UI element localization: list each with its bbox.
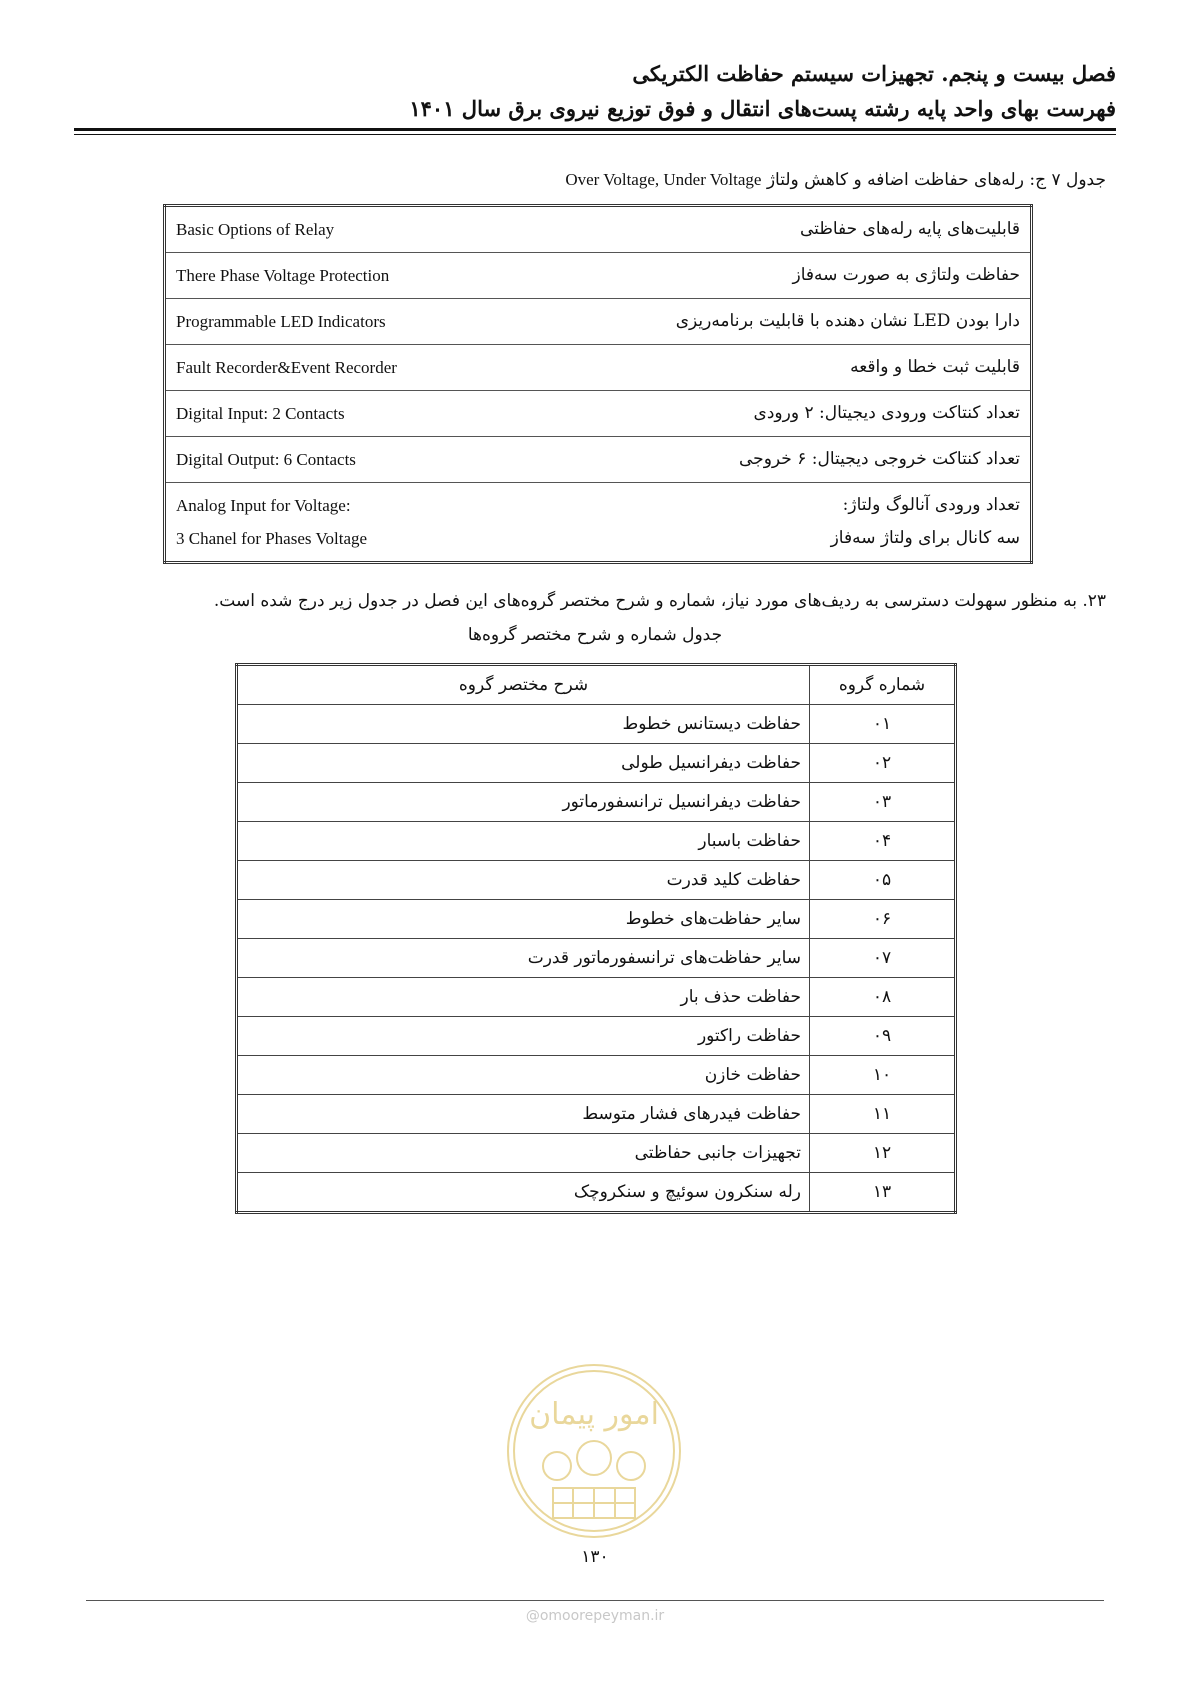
groups-table-row bbox=[237, 1056, 956, 1095]
groups-table-row bbox=[237, 1173, 956, 1213]
groups-table-row bbox=[237, 783, 956, 822]
groups-table-row bbox=[237, 939, 956, 978]
group-description: حفاظت دیفرانسیل ترانسفورماتور bbox=[237, 783, 810, 822]
relay-option-en-text: Programmable LED Indicators bbox=[176, 312, 386, 331]
group-description: رله سنکرون سوئیچ و سنکروچک bbox=[237, 1173, 810, 1213]
header-group-number: شماره گروه bbox=[810, 665, 956, 705]
relay-table-row bbox=[165, 345, 1032, 391]
groups-table-row bbox=[237, 1017, 956, 1056]
groups-table-row bbox=[237, 978, 956, 1017]
relay-option-fa bbox=[646, 391, 1032, 437]
watermark-gear-left bbox=[543, 1452, 571, 1480]
relay-option-fa bbox=[646, 299, 1032, 345]
relay-table-row bbox=[165, 299, 1032, 345]
group-description: حفاظت حذف بار bbox=[237, 978, 810, 1017]
relay-option-en-text-2: 3 Chanel for Phases Voltage bbox=[176, 529, 368, 548]
group-description: سایر حفاظت‌های خطوط bbox=[237, 900, 810, 939]
group-description: حفاظت دیفرانسیل طولی bbox=[237, 744, 810, 783]
relay-option-en bbox=[165, 206, 647, 253]
relay-options-table bbox=[163, 204, 1033, 564]
relay-option-fa-text: قابلیت ثبت خطا و واقعه bbox=[850, 357, 1020, 377]
relay-option-en-text: Analog Input for Voltage: bbox=[176, 496, 351, 515]
relay-option-en-text: Fault Recorder&Event Recorder bbox=[176, 358, 397, 377]
document-title: فهرست بهای واحد پایه رشته پست‌های انتقال و فوق توزیع نیروی برق سال ۱۴۰۱ bbox=[409, 96, 1116, 121]
relay-table-row bbox=[165, 437, 1032, 483]
groups-table-row bbox=[237, 900, 956, 939]
groups-table-header-row bbox=[237, 665, 956, 705]
relay-option-fa-text: تعداد کنتاکت خروجی دیجیتال: ۶ خروجی bbox=[739, 449, 1020, 469]
groups-table-row bbox=[237, 1134, 956, 1173]
watermark-gear-right bbox=[617, 1452, 645, 1480]
relay-option-en-text: Basic Options of Relay bbox=[176, 220, 335, 239]
relay-option-en bbox=[165, 253, 647, 299]
groups-table bbox=[235, 663, 957, 1214]
group-description: حفاظت باسبار bbox=[237, 822, 810, 861]
footer-site-watermark: @omoorepeyman.ir bbox=[525, 1608, 665, 1624]
group-description: حفاظت فیدرهای فشار متوسط bbox=[237, 1095, 810, 1134]
group-description: تجهیزات جانبی حفاظتی bbox=[237, 1134, 810, 1173]
group-description: حفاظت راکتور bbox=[237, 1017, 810, 1056]
group-number: ۰۱ bbox=[810, 705, 956, 744]
header-group-description: شرح مختصر گروه bbox=[237, 665, 810, 705]
relay-option-fa bbox=[646, 253, 1032, 299]
groups-table-row bbox=[237, 861, 956, 900]
relay-table-row bbox=[165, 391, 1032, 437]
relay-option-en bbox=[165, 483, 647, 563]
group-number: ۰۶ bbox=[810, 900, 956, 939]
footer-rule bbox=[86, 1600, 1104, 1601]
groups-table-row bbox=[237, 1095, 956, 1134]
group-number: ۱۱ bbox=[810, 1095, 956, 1134]
relay-table-caption-fa: جدول ۷ ج: رله‌های حفاظت اضافه و کاهش ولتاژ bbox=[766, 170, 1106, 190]
relay-option-fa bbox=[646, 437, 1032, 483]
group-description: حفاظت خازن bbox=[237, 1056, 810, 1095]
page-header bbox=[74, 58, 1116, 125]
relay-table-row bbox=[165, 253, 1032, 299]
header-rule-thin bbox=[74, 134, 1116, 135]
group-number: ۰۲ bbox=[810, 744, 956, 783]
relay-option-fa-text-2: سه کانال برای ولتاژ سه‌فاز bbox=[830, 528, 1020, 548]
relay-option-fa-text: قابلیت‌های پایه رله‌های حفاظتی bbox=[800, 219, 1020, 239]
relay-table-caption-en: Over Voltage, Under Voltage bbox=[565, 170, 762, 189]
relay-table-row bbox=[165, 483, 1032, 563]
header-rule-thick bbox=[74, 128, 1116, 131]
group-number: ۰۳ bbox=[810, 783, 956, 822]
relay-table-caption bbox=[206, 170, 1106, 190]
relay-option-en-text: Digital Input: 2 Contacts bbox=[176, 404, 345, 423]
relay-option-fa-text: دارا بودن LED نشان دهنده با قابلیت برنامه‌ریزی bbox=[675, 311, 1020, 331]
relay-option-en bbox=[165, 299, 647, 345]
watermark-logo bbox=[505, 1362, 683, 1540]
page-number: ۱۳۰ bbox=[581, 1547, 609, 1567]
group-number: ۱۳ bbox=[810, 1173, 956, 1213]
relay-option-fa-text: حفاظت ولتاژی به صورت سه‌فاز bbox=[792, 265, 1020, 285]
relay-option-en-text: Digital Output: 6 Contacts bbox=[176, 450, 356, 469]
watermark-text: امور پیمان bbox=[529, 1397, 659, 1432]
relay-option-fa-text: تعداد ورودی آنالوگ ولتاژ: bbox=[842, 495, 1020, 515]
groups-table-row bbox=[237, 744, 956, 783]
group-number: ۱۰ bbox=[810, 1056, 956, 1095]
relay-option-fa bbox=[646, 206, 1032, 253]
group-number: ۰۵ bbox=[810, 861, 956, 900]
group-description: حفاظت دیستانس خطوط bbox=[237, 705, 810, 744]
chapter-title: فصل بیست و پنجم. تجهیزات سیستم حفاظت الکتریکی bbox=[632, 61, 1116, 86]
watermark-gear-center bbox=[577, 1441, 611, 1475]
group-description: حفاظت کلید قدرت bbox=[237, 861, 810, 900]
group-number: ۰۸ bbox=[810, 978, 956, 1017]
relay-option-en bbox=[165, 391, 647, 437]
relay-option-fa bbox=[646, 483, 1032, 563]
relay-option-fa-text: تعداد کنتاکت ورودی دیجیتال: ۲ ورودی bbox=[753, 403, 1020, 423]
groups-table-caption: جدول شماره و شرح مختصر گروه‌ها bbox=[467, 625, 723, 645]
paragraph-23: ۲۳. به منظور سهولت دسترسی به ردیف‌های مورد نیاز، شماره و شرح مختصر گروه‌های این فصل در جدول زیر درج شده است. bbox=[213, 591, 1106, 611]
group-number: ۰۷ bbox=[810, 939, 956, 978]
group-number: ۱۲ bbox=[810, 1134, 956, 1173]
group-description: سایر حفاظت‌های ترانسفورماتور قدرت bbox=[237, 939, 810, 978]
relay-option-en bbox=[165, 437, 647, 483]
relay-table-row bbox=[165, 206, 1032, 253]
group-number: ۰۴ bbox=[810, 822, 956, 861]
relay-option-en bbox=[165, 345, 647, 391]
groups-table-row bbox=[237, 822, 956, 861]
relay-option-en-text: There Phase Voltage Protection bbox=[176, 266, 390, 285]
relay-option-fa bbox=[646, 345, 1032, 391]
groups-table-row bbox=[237, 705, 956, 744]
group-number: ۰۹ bbox=[810, 1017, 956, 1056]
